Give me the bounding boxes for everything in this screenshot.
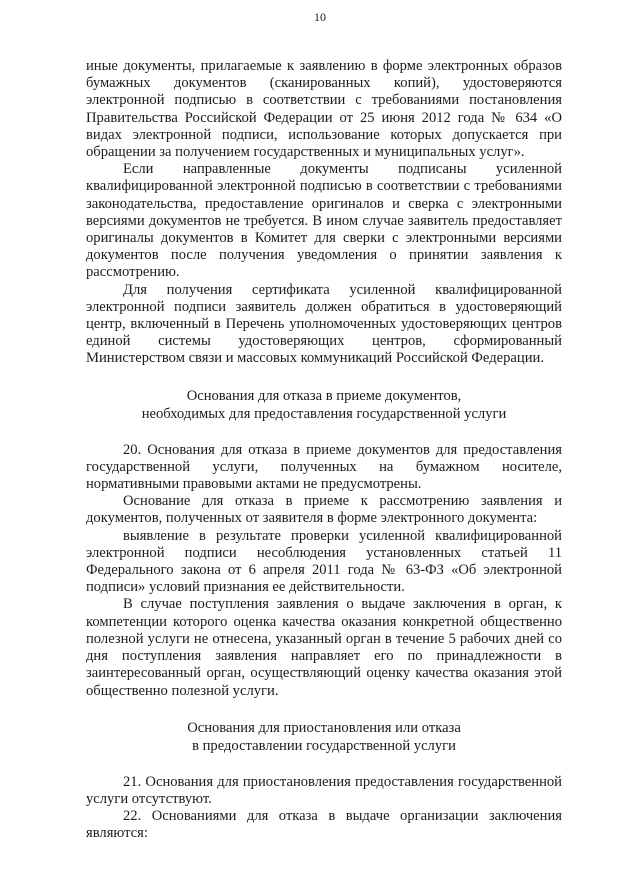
paragraph-redirect-application: В случае поступления заявления о выдаче заключения в орган, к компетенции которого оценка качества оказания конкретной общественно полезной услуги не отнесена, указанный орган в течение 5 рабочих дней со дня поступления заявления направляет его по принадлежности в заинтересованный орган, осуществляющий оценку качества оказания этой общественно полезной услуги. (86, 596, 562, 699)
paragraph-originals-verification: Если направленные документы подписаны усиленной квалифицированной электронной подписью в соответствии с требованиями законодательства, предоставление оригиналов и сверка с электронными версиями документов не требуется. В ином случае заявитель предоставляет оригиналы документов в Комитет для сверки с электронными версиями документов после получения уведомления о принятии заявления к рассмотрению. (86, 161, 562, 281)
section-heading-suspension (86, 719, 562, 755)
paragraph-signature-check: выявление в результате проверки усиленной квалифицированной электронной подписи несоблюдения установленных статьей 11 Федерального закона от 6 апреля 2011 года № 63-ФЗ «Об электронной подписи» условий признания ее действительности. (86, 527, 562, 596)
paragraph-certificate: Для получения сертификата усиленной квалифицированной электронной подписи заявитель должен обратиться в удостоверяющий центр, включенный в Перечень уполномоченных удостоверяющих центров единой системы удостоверяющих центров, сформированный Министерством связи и массовых коммуникаций Российской Федерации. (86, 281, 562, 367)
paragraph-electronic-refusal-basis: Основание для отказа в приеме к рассмотрению заявления и документов, полученных от заявителя в форме электронного документа: (86, 493, 562, 527)
section-heading-line: в предоставлении государственной услуги (192, 737, 456, 754)
section-heading-line: Основания для отказа в приеме документов, (186, 387, 462, 404)
paragraph-item-22: 22. Основаниями для отказа в выдаче организации заключения являются: (86, 808, 562, 842)
section-heading-refusal-documents (86, 387, 562, 423)
section-heading-line: Основания для приостановления или отказа (187, 719, 461, 736)
document-body (86, 58, 562, 843)
paragraph-item-21: 21. Основания для приостановления предоставления государственной услуги отсутствуют. (86, 773, 562, 807)
page-number: 10 (314, 10, 326, 24)
paragraph-electronic-documents: иные документы, прилагаемые к заявлению в форме электронных образов бумажных документов (сканированных копий), удостоверяются электронной подписью в соответствии с требованиями постановления Правительства Российской Федерации от 25 июня 2012 года № 634 «О видах электронной подписи, использование которых допускается при обращении за получением государственных и муниципальных услуг». (86, 58, 562, 161)
paragraph-item-20: 20. Основания для отказа в приеме документов для предоставления государственной услуги, полученных на бумажном носителе, нормативными правовыми актами не предусмотрены. (86, 441, 562, 493)
section-heading-line: необходимых для предоставления государственной услуги (141, 405, 507, 422)
